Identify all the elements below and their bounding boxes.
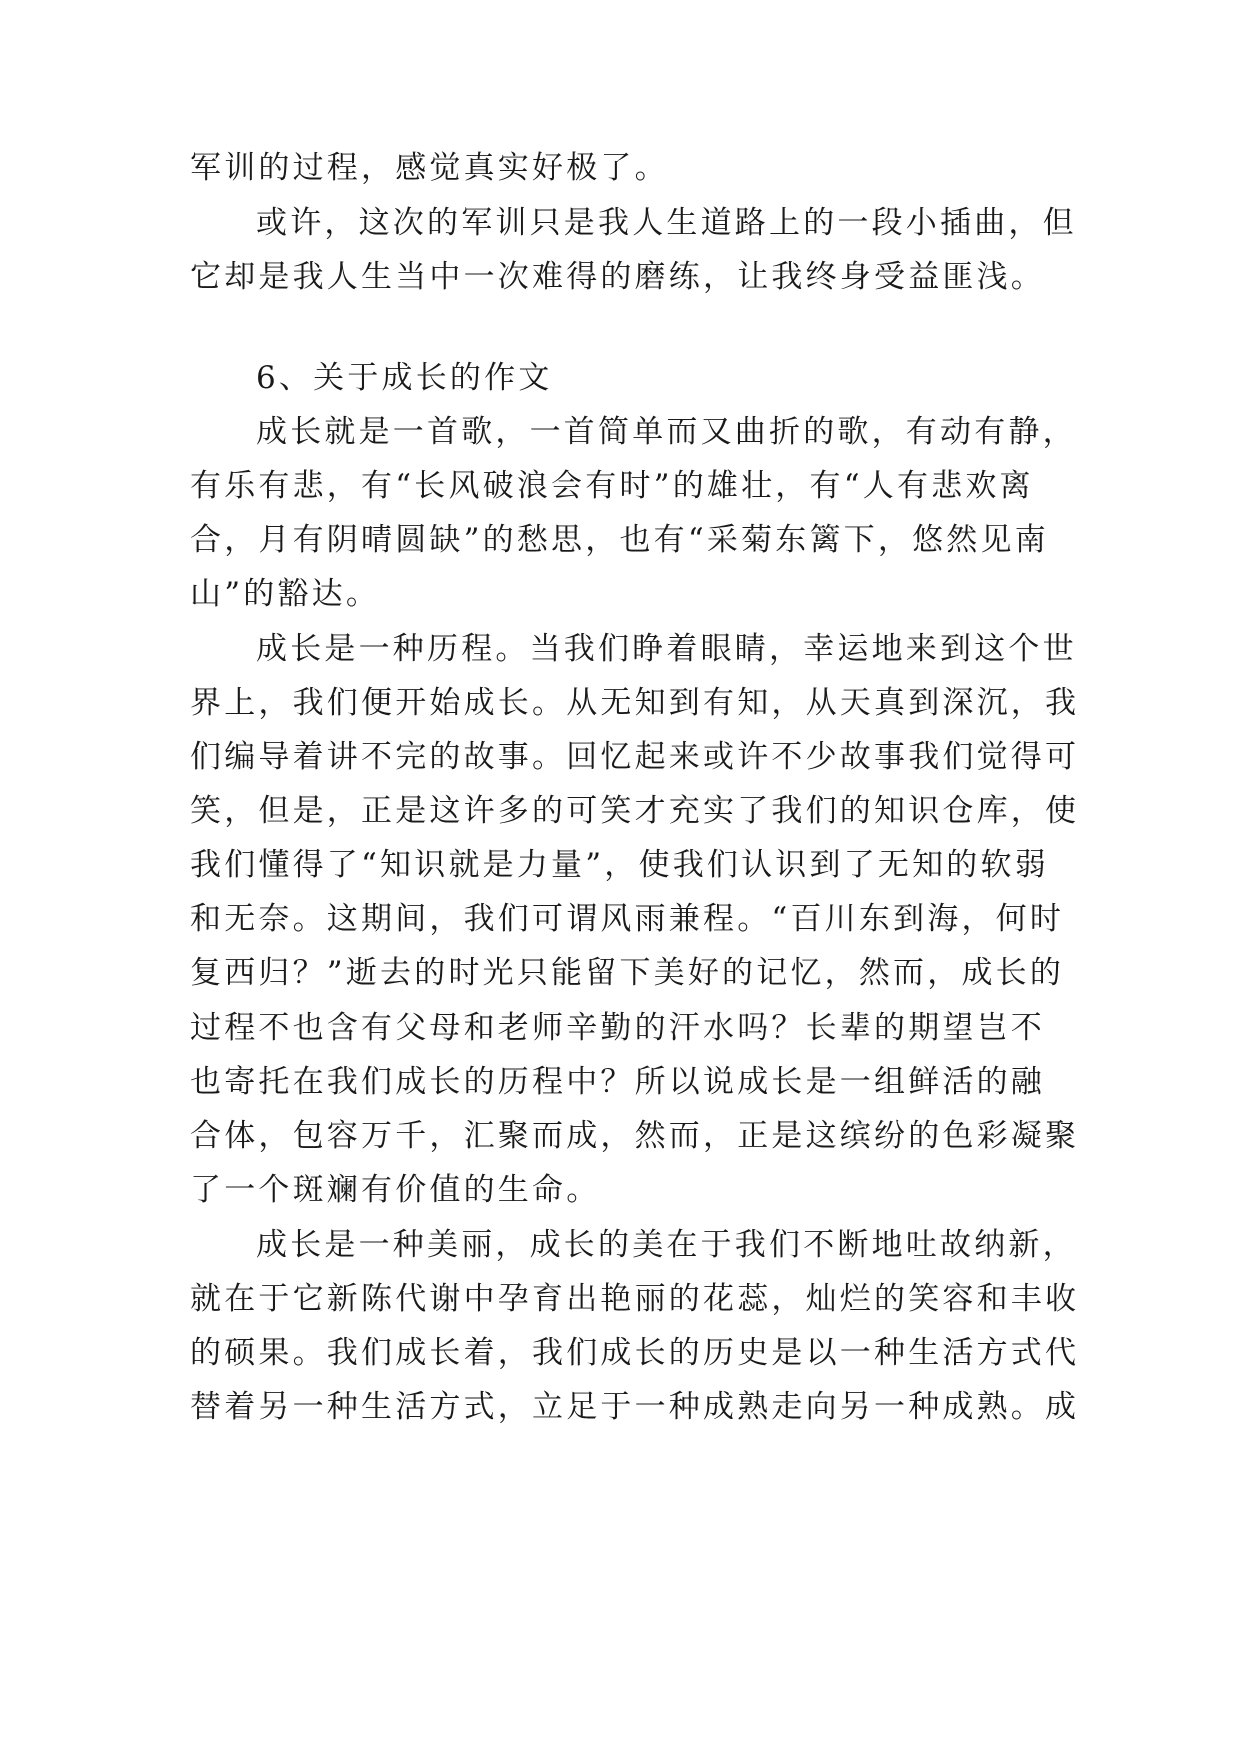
- paragraph-line: 和无奈。这期间，我们可谓风雨兼程。“百川东到海，何时: [190, 901, 1065, 937]
- paragraph-line: 界上，我们便开始成长。从无知到有知，从天真到深沉，我: [190, 685, 1080, 721]
- intro-paragraph-line: 它却是我人生当中一次难得的磨练，让我终身受益匪浅。: [190, 259, 1045, 295]
- paragraph-line: 了一个斑斓有价值的生命。: [190, 1172, 601, 1208]
- paragraph-line: 成长就是一首歌，一首简单而又曲折的歌，有动有静，: [256, 414, 1077, 450]
- paragraph-line: 过程不也含有父母和老师辛勤的汗水吗？长辈的期望岂不: [190, 1010, 1045, 1046]
- section-heading: 6、关于成长的作文: [256, 360, 553, 396]
- paragraph-line: 就在于它新陈代谢中孕育出艳丽的花蕊，灿烂的笑容和丰收: [190, 1281, 1080, 1317]
- paragraph-line: 成长是一种美丽，成长的美在于我们不断地吐故纳新，: [256, 1227, 1077, 1263]
- paragraph-line: 们编导着讲不完的故事。回忆起来或许不少故事我们觉得可: [190, 739, 1080, 775]
- paragraph-line: 复西归？”逝去的时光只能留下美好的记忆，然而，成长的: [190, 955, 1065, 991]
- paragraph-line: 替着另一种生活方式，立足于一种成熟走向另一种成熟。成: [190, 1389, 1080, 1425]
- paragraph-line: 的硕果。我们成长着，我们成长的历史是以一种生活方式代: [190, 1335, 1080, 1371]
- paragraph-line: 成长是一种历程。当我们睁着眼睛，幸运地来到这个世: [256, 631, 1077, 667]
- paragraph-line: 笑，但是，正是这许多的可笑才充实了我们的知识仓库，使: [190, 793, 1080, 829]
- paragraph-line: 山”的豁达。: [190, 576, 381, 612]
- paragraph-line: 合，月有阴晴圆缺”的愁思，也有“采菊东篱下，悠然见南: [190, 522, 1049, 558]
- paragraph-line: 合体，包容万千，汇聚而成，然而，正是这缤纷的色彩凝聚: [190, 1118, 1080, 1154]
- paragraph-line: 我们懂得了“知识就是力量”，使我们认识到了无知的软弱: [190, 847, 1049, 883]
- intro-paragraph-line: 或许，这次的军训只是我人生道路上的一段小插曲，但: [256, 205, 1077, 241]
- paragraph-line: 有乐有悲，有“长风破浪会有时”的雄壮，有“人有悲欢离: [190, 468, 1034, 504]
- intro-line: 军训的过程，感觉真实好极了。: [190, 150, 669, 186]
- paragraph-line: 也寄托在我们成长的历程中？所以说成长是一组鲜活的融: [190, 1064, 1045, 1100]
